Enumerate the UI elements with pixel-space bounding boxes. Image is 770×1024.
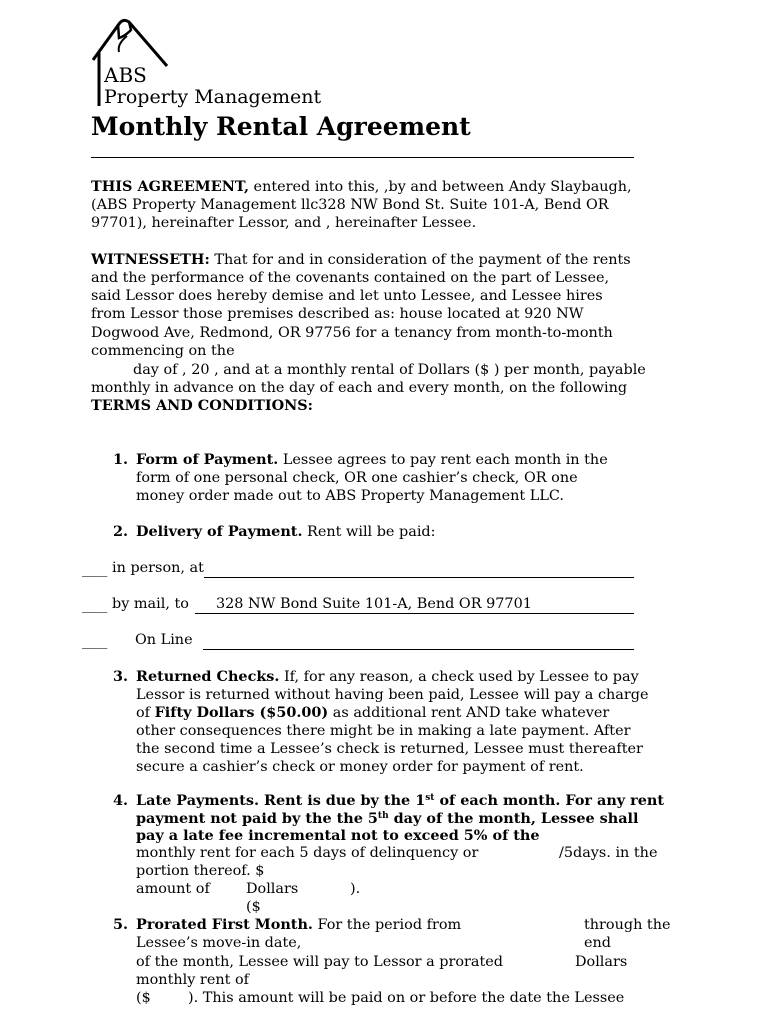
fill-line-in-person[interactable] — [204, 577, 634, 578]
clause-heading: Prorated First Month. — [136, 916, 313, 933]
clause-text: secure a cashier’s check or money order for payment of rent. — [136, 759, 584, 775]
clause-heading: Delivery of Payment. — [136, 523, 303, 540]
checkbox-blank-by-mail[interactable]: ___ — [82, 597, 108, 613]
clause-number: 5. — [113, 916, 129, 933]
clause-text: ($ — [246, 899, 261, 915]
clause-text: If, for any reason, a check used by Lessee to pay — [279, 669, 639, 685]
witnesseth-line-3: said Lessor does hereby demise and let unto Lessee, and Lessee hires — [91, 288, 603, 304]
clause-text: pay a late fee incremental not to exceed 5% of the — [136, 827, 540, 844]
clause-text: ($ — [136, 990, 151, 1006]
clause-text: Rent will be paid: — [302, 524, 436, 540]
clause-text: amount of — [136, 881, 210, 897]
clause-text: For the period from — [312, 917, 462, 933]
clause-text: monthly rent for each 5 days of delinquency or — [136, 845, 479, 861]
superscript: st — [425, 793, 435, 803]
clause-text: the second time a Lessee’s check is returned, Lessee must thereafter — [136, 741, 643, 757]
clause-text: Lessee agrees to pay rent each month in the — [278, 452, 608, 468]
clause-text: of the month, Lessee will pay to Lessor a prorated — [136, 954, 503, 970]
witnesseth-line-7: day of , 20 , and at a monthly rental of Dollars ($ ) per month, payable — [133, 362, 646, 378]
logo-text-property-management: Property Management — [104, 86, 322, 108]
clause-text: ). This amount will be paid on or before the date the Lessee — [188, 990, 625, 1006]
fee-amount: Fifty Dollars ($50.00) — [154, 704, 329, 721]
intro-line-2: (ABS Property Management llc328 NW Bond St. Suite 101-A, Bend OR — [91, 197, 609, 213]
clause-heading: Late Payments. Rent is due by the 1 — [136, 792, 426, 809]
clause-number: 2. — [113, 523, 129, 540]
witnesseth-line-1: That for and in consideration of the payment of the rents — [209, 252, 631, 268]
clause-text: /5days. in the — [559, 845, 658, 861]
witnesseth-line-8: monthly in advance on the day of each and every month, on the following — [91, 380, 628, 396]
clause-heading: Form of Payment. — [136, 451, 279, 468]
clause-number: 1. — [113, 451, 129, 468]
fill-line-online[interactable] — [203, 649, 634, 650]
intro-line-3: 97701), hereinafter Lessor, and , hereinafter Lessee. — [91, 215, 477, 231]
clause-text: payment not paid by the the 5 — [136, 810, 378, 827]
witnesseth-line-6: commencing on the — [91, 343, 235, 359]
document-title: Monthly Rental Agreement — [91, 112, 471, 141]
clause-text: through the — [584, 917, 671, 933]
clause-text: day of the month, Lessee shall — [388, 810, 639, 827]
clause-text: Dollars — [246, 881, 299, 897]
option-label-online: On Line — [135, 632, 193, 648]
clause-text: money order made out to ABS Property Management LLC. — [136, 488, 564, 504]
intro-lead: THIS AGREEMENT, — [91, 178, 249, 195]
mail-address-value: 328 NW Bond Suite 101-A, Bend OR 97701 — [216, 596, 532, 612]
witnesseth-line-5: Dogwood Ave, Redmond, OR 97756 for a tenancy from month-to-month — [91, 325, 613, 341]
clause-text: Dollars — [575, 954, 628, 970]
logo-text-abs: ABS — [104, 63, 147, 87]
witnesseth-line-4: from Lessor those premises described as: house located at 920 NW — [91, 306, 584, 322]
clause-text: Lessee’s move-in date, — [136, 935, 302, 951]
clause-text: other consequences there might be in making a late payment. After — [136, 723, 631, 739]
witnesseth-lead: WITNESSETH: — [91, 251, 210, 268]
intro-line-1: entered into this, ,by and between Andy Slaybaugh, — [248, 179, 632, 195]
witnesseth-line-2: and the performance of the covenants contained on the part of Lessee, — [91, 270, 610, 286]
option-label-by-mail: by mail, to — [112, 596, 189, 612]
terms-heading: TERMS AND CONDITIONS: — [91, 397, 313, 414]
clause-text: of — [136, 705, 155, 721]
clause-text: monthly rent of — [136, 972, 249, 988]
clause-text: end — [584, 935, 611, 951]
checkbox-blank-online[interactable]: ___ — [82, 633, 108, 649]
clause-text: Lessor is returned without having been paid, Lessee will pay a charge — [136, 687, 649, 703]
option-label-in-person: in person, at — [112, 560, 204, 576]
clause-text: portion thereof. $ — [136, 863, 265, 879]
checkbox-blank-in-person[interactable]: ___ — [82, 561, 108, 577]
clause-number: 3. — [113, 668, 129, 685]
clause-number: 4. — [113, 792, 129, 809]
clause-text: ). — [350, 881, 361, 897]
clause-text: of each month. For any rent — [434, 792, 665, 809]
superscript: th — [377, 811, 389, 821]
clause-text: as additional rent AND take whatever — [328, 705, 610, 721]
fill-line-by-mail[interactable] — [195, 613, 634, 614]
title-underline — [91, 157, 634, 158]
clause-text: form of one personal check, OR one cashier’s check, OR one — [136, 470, 578, 486]
clause-heading: Returned Checks. — [136, 668, 280, 685]
